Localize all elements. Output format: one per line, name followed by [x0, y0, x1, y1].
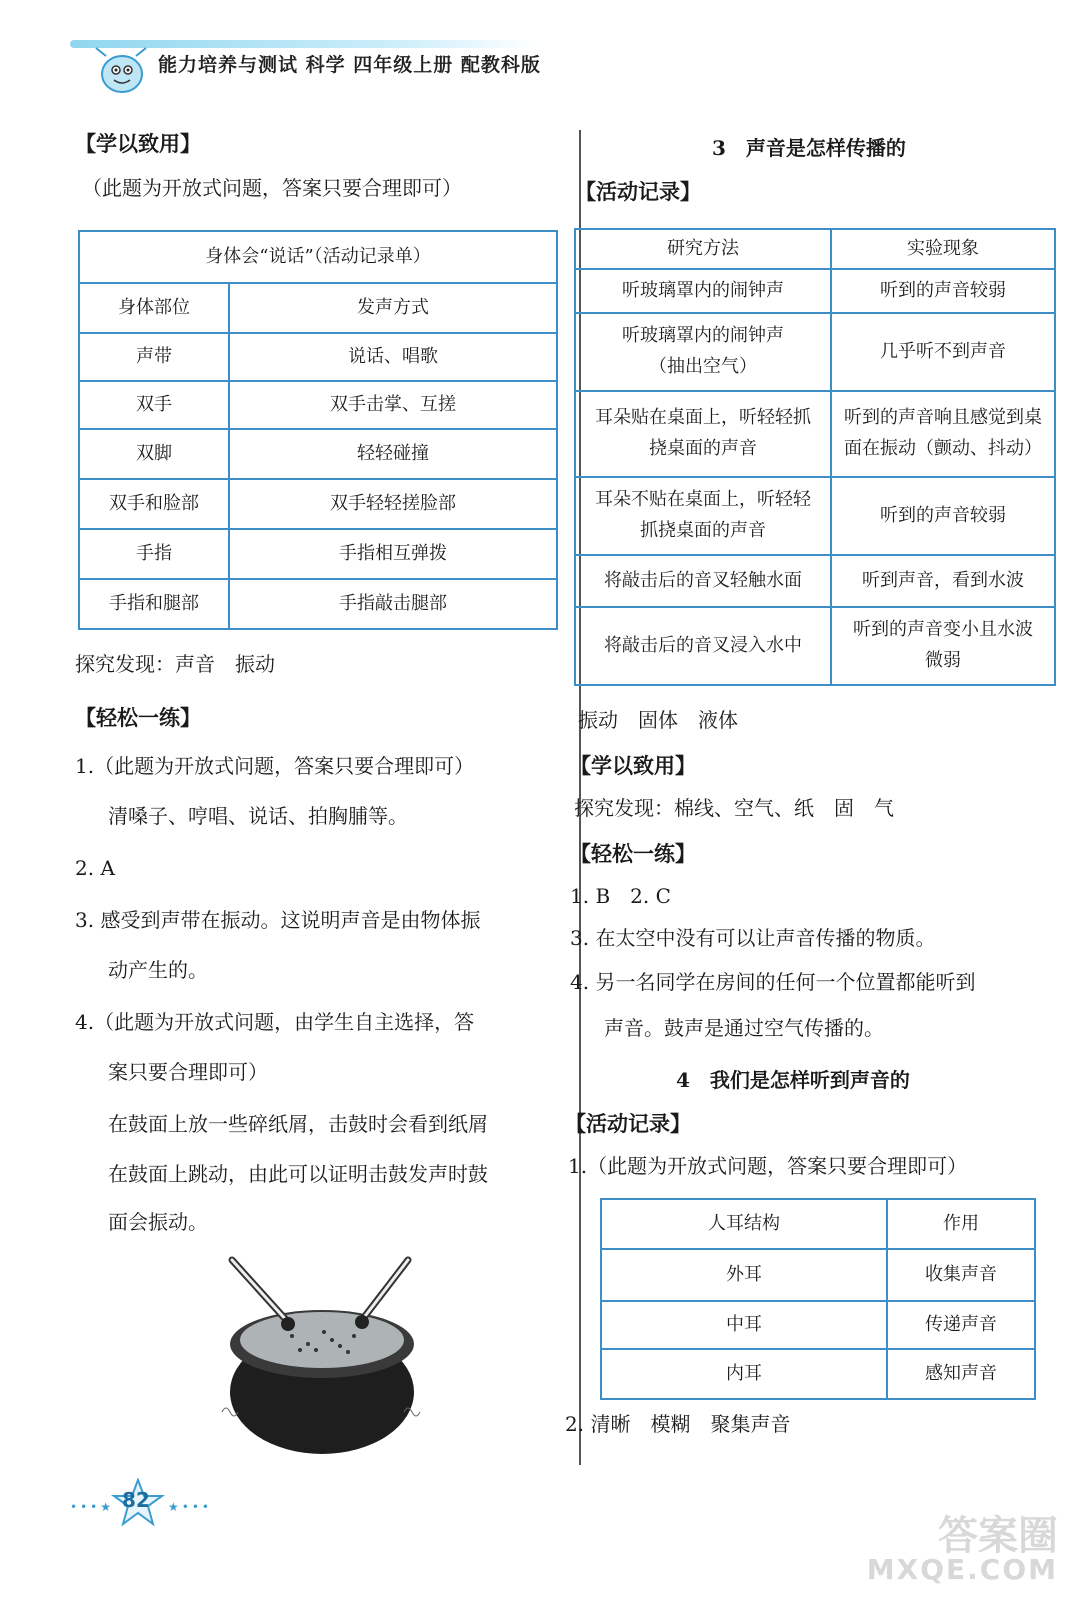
lesson4-title: 4 我们是怎样听到声音的: [676, 1068, 910, 1092]
left-q4-line1: 4.（此题为开放式问题，由学生自主选择，答: [75, 1010, 475, 1034]
table-cell: 听到的声音变小且水波 微弱: [831, 607, 1055, 685]
table-header: 作用: [887, 1199, 1035, 1249]
table-cell: 手指敲击腿部: [229, 579, 557, 629]
left-q4-line5: 面会振动。: [108, 1210, 208, 1234]
propagation-table: [574, 228, 1056, 686]
table-cell: 感知声音: [887, 1349, 1035, 1399]
table-header: 研究方法: [575, 229, 831, 269]
table-row: [601, 1249, 1035, 1301]
table-cell: 听玻璃罩内的闹钟声: [575, 269, 831, 313]
drum-illustration: [212, 1252, 432, 1462]
table-cell: 手指相互弹拨: [229, 529, 557, 579]
table-cell: 双手和脸部: [79, 479, 229, 529]
table-cell: 听到声音，看到水波: [831, 555, 1055, 607]
table-row: [575, 269, 1055, 313]
table-cell: 将敲击后的音叉浸入水中: [575, 607, 831, 685]
table-row: [601, 1349, 1035, 1399]
table-header: 人耳结构: [601, 1199, 887, 1249]
lesson3-title: 3 声音是怎样传播的: [712, 136, 906, 160]
table-cell: 耳朵不贴在桌面上，听轻轻 抓挠桌面的声音: [575, 477, 831, 555]
table-cell: 外耳: [601, 1249, 887, 1301]
left-heading-apply: 【学以致用】: [75, 131, 201, 156]
table-row: [575, 313, 1055, 391]
table-cell: 将敲击后的音叉轻触水面: [575, 555, 831, 607]
ear-structure-table: [600, 1198, 1036, 1400]
right-heading-record-2: 【活动记录】: [565, 1111, 691, 1136]
table-cell: 双手轻轻搓脸部: [229, 479, 557, 529]
right-heading-apply: 【学以致用】: [570, 753, 696, 778]
left-q1-line2: 清嗓子、哼唱、说话、拍胸脯等。: [108, 804, 408, 828]
table-row: [575, 607, 1055, 685]
table-row: [79, 381, 557, 429]
body-sound-table: [78, 230, 558, 630]
page-footer: [70, 1478, 210, 1528]
left-q4-line2: 案只要合理即可）: [108, 1060, 268, 1084]
table-row: [79, 429, 557, 479]
table-cell: 听到的声音响且感觉到桌 面在振动（颤动、抖动）: [831, 391, 1055, 477]
header: [70, 40, 560, 98]
right-finding: 探究发现：棉线、空气、纸 固 气: [574, 796, 894, 820]
table-cell: 声带: [79, 333, 229, 381]
table-row: [79, 479, 557, 529]
right-heading-practice: 【轻松一练】: [570, 841, 696, 866]
table-cell: 耳朵贴在桌面上，听轻轻抓 挠桌面的声音: [575, 391, 831, 477]
table-header: 发声方式: [229, 283, 557, 333]
table-cell: 双脚: [79, 429, 229, 479]
table-cell: 听到的声音较弱: [831, 477, 1055, 555]
table-cell: 中耳: [601, 1301, 887, 1349]
page-number: 82: [122, 1488, 150, 1512]
table-row: [575, 477, 1055, 555]
table-cell: 传递声音: [887, 1301, 1035, 1349]
right-a4-line2: 声音。鼓声是通过空气传播的。: [604, 1016, 884, 1040]
table-cell: 手指和腿部: [79, 579, 229, 629]
table-cell: 收集声音: [887, 1249, 1035, 1301]
table-cell: 内耳: [601, 1349, 887, 1399]
table-cell: 手指: [79, 529, 229, 579]
right-q2: 2. 清晰 模糊 聚集声音: [565, 1412, 791, 1436]
left-q4-line4: 在鼓面上跳动，由此可以证明击鼓发声时鼓: [108, 1162, 488, 1186]
table-caption: 身体会“说话”（活动记录单）: [79, 231, 557, 283]
table-cell: 轻轻碰撞: [229, 429, 557, 479]
left-q2: 2. A: [75, 856, 115, 880]
left-finding: 探究发现：声音 振动: [75, 652, 275, 676]
table-cell: 双手: [79, 381, 229, 429]
table-row: [79, 579, 557, 629]
left-q4-line3: 在鼓面上放一些碎纸屑，击鼓时会看到纸屑: [108, 1112, 488, 1136]
table-row: [575, 391, 1055, 477]
table-cell: 说话、唱歌: [229, 333, 557, 381]
right-heading-record: 【活动记录】: [575, 179, 701, 204]
right-a12: 1. B 2. C: [570, 884, 671, 908]
left-open-note: （此题为开放式问题，答案只要合理即可）: [82, 176, 462, 200]
header-title: 能力培养与测试 科学 四年级上册 配教科版: [158, 54, 541, 76]
mascot-icon: [90, 44, 150, 98]
table-row: [601, 1301, 1035, 1349]
table-cell: 听玻璃罩内的闹钟声 （抽出空气）: [575, 313, 831, 391]
watermark-line2: MXQE.COM: [866, 1553, 1058, 1586]
table-header: 实验现象: [831, 229, 1055, 269]
watermark-line1: 答案圈: [938, 1513, 1058, 1559]
table-row: [79, 529, 557, 579]
table-cell: 几乎听不到声音: [831, 313, 1055, 391]
table-header: 身体部位: [79, 283, 229, 333]
right-q1: 1.（此题为开放式问题，答案只要合理即可）: [568, 1154, 968, 1178]
right-a4-line1: 4. 另一名同学在房间的任何一个位置都能听到: [570, 970, 976, 994]
right-answers-after-table: 振动 固体 液体: [578, 708, 738, 732]
footer-dots: ★•••: [168, 1500, 212, 1514]
table-row: [575, 555, 1055, 607]
left-q3-line2: 动产生的。: [108, 958, 208, 982]
table-cell: 听到的声音较弱: [831, 269, 1055, 313]
right-a3: 3. 在太空中没有可以让声音传播的物质。: [570, 926, 936, 950]
watermark: [866, 1513, 1058, 1586]
table-row: [79, 333, 557, 381]
left-q3-line1: 3. 感受到声带在振动。这说明声音是由物体振: [75, 908, 481, 932]
table-cell: 双手击掌、互搓: [229, 381, 557, 429]
left-q1-line1: 1.（此题为开放式问题，答案只要合理即可）: [75, 754, 475, 778]
left-heading-practice: 【轻松一练】: [75, 705, 201, 730]
footer-dots: •••★: [70, 1500, 114, 1514]
